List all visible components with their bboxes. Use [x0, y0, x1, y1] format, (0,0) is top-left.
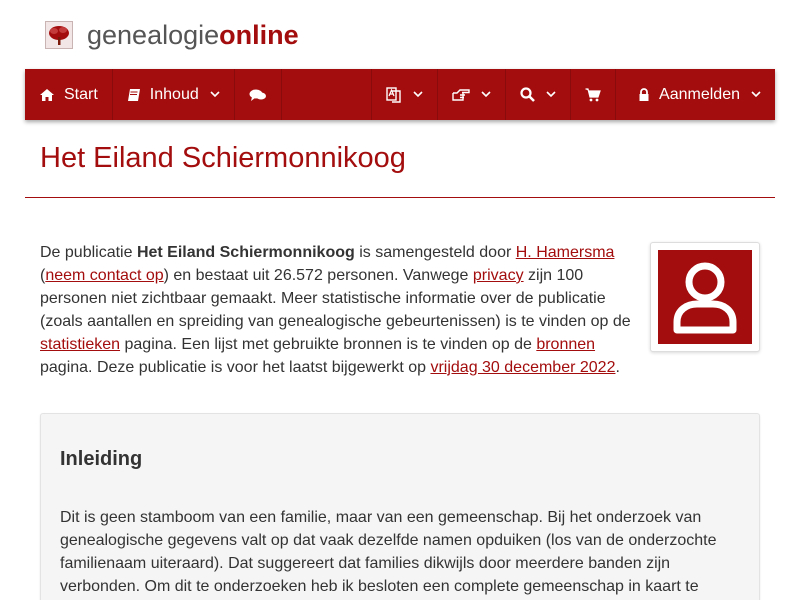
last-updated-link[interactable]: vrijdag 30 december 2022: [430, 359, 616, 376]
intro-text: pagina. Een lijst met gebruikte bronnen is te vinden op de: [120, 336, 537, 353]
nav-aanmelden[interactable]: [624, 69, 775, 120]
nav-cart[interactable]: [571, 69, 616, 120]
page-title: Het Eiland Schiermonnikoog: [40, 142, 406, 174]
intro-text: .: [615, 359, 620, 376]
introduction-panel: [40, 413, 760, 600]
site-name: [87, 20, 299, 51]
author-link[interactable]: H. Hamersma: [515, 244, 615, 261]
nav-aanmelden-label: Aanmelden: [659, 85, 740, 103]
chevron-down-icon: [413, 91, 423, 98]
intro-text: pagina. Deze publicatie is voor het laatst bijgewerkt op: [40, 359, 431, 376]
intro-text: De publicatie: [40, 244, 137, 261]
nav-forum[interactable]: [235, 69, 282, 120]
introduction-heading: Inleiding: [60, 448, 143, 470]
nav-actions[interactable]: [438, 69, 506, 120]
contact-link[interactable]: neem contact op: [45, 267, 164, 284]
nav-spacer: [282, 69, 372, 120]
main-navbar: [25, 69, 775, 120]
title-divider: [25, 197, 775, 198]
search-icon: [520, 87, 535, 102]
publication-intro: [40, 241, 640, 379]
book-icon: [127, 88, 141, 102]
nav-inhoud[interactable]: [113, 69, 235, 120]
privacy-link[interactable]: privacy: [472, 267, 524, 284]
intro-text: (: [40, 267, 46, 284]
nav-start[interactable]: [25, 69, 113, 120]
lock-icon: [638, 88, 650, 102]
sources-link[interactable]: bronnen: [536, 336, 596, 353]
tree-logo-icon: [45, 21, 73, 49]
site-brand[interactable]: [45, 18, 299, 52]
cart-icon: [585, 88, 601, 102]
chevron-down-icon: [546, 91, 556, 98]
site-name-part2: online: [219, 19, 299, 50]
publication-name: Het Eiland Schiermonnikoog: [136, 244, 355, 261]
nav-language[interactable]: [372, 69, 438, 120]
statistics-link[interactable]: statistieken: [40, 336, 121, 353]
intro-text: zijn 100 personen niet zichtbaar gemaakt. Meer statistische informatie over de publicatie (zoals aantallen en spreiding van genealogische gebeurtenissen) is te vinden op de: [40, 267, 631, 330]
comments-icon: [249, 88, 267, 102]
user-avatar-icon: [658, 250, 752, 344]
nav-search[interactable]: [506, 69, 571, 120]
intro-text: ) en bestaat uit 26.572 personen. Vanwege: [163, 267, 473, 284]
nav-inhoud-label: Inhoud: [149, 85, 199, 103]
introduction-text: Dit is geen stamboom van een familie, maar van een gemeenschap. Bij het onderzoek van genealogische gegevens valt op dat vaak dezelfde namen opduiken (los van de onderzochte familienaam uiteraard). Dat suggereert dat families dikwijls door meerdere banden zijn verbonden. Om dit te onderzoeken heb ik besloten een complete gemeenschap in kaart te: [60, 509, 717, 595]
chevron-down-icon: [751, 91, 761, 98]
language-icon: [386, 87, 402, 103]
home-icon: [39, 88, 55, 102]
intro-text: is samengesteld door: [354, 244, 516, 261]
nav-start-label: Start: [64, 85, 98, 103]
chevron-down-icon: [210, 91, 220, 98]
hand-pointer-icon: [452, 88, 470, 102]
author-avatar-frame[interactable]: [650, 242, 760, 352]
site-name-part1: genealogie: [87, 19, 220, 50]
chevron-down-icon: [481, 91, 491, 98]
